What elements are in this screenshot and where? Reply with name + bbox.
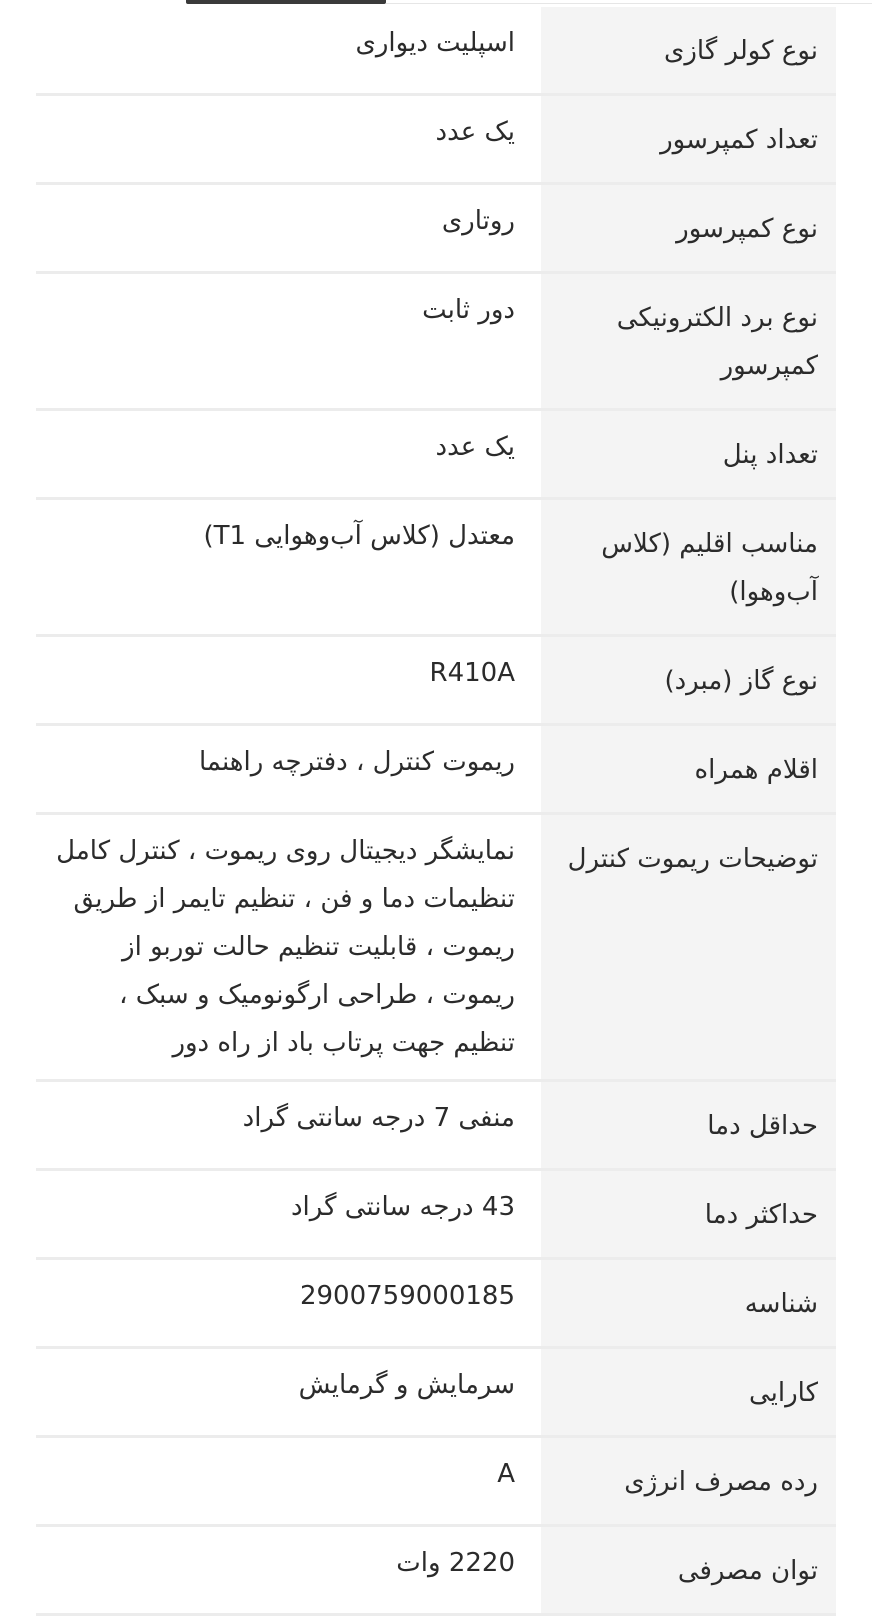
spec-key: رده مصرف انرژی [541,1438,836,1524]
spec-value: معتدل (کلاس آب‌وهوایی T1) [36,500,541,634]
spec-row-min-temp [36,1082,836,1171]
spec-value: 43 درجه سانتی گراد [36,1171,541,1257]
spec-row-identifier [36,1260,836,1349]
spec-key: تعداد کمپرسور [541,96,836,182]
spec-row-max-temp [36,1171,836,1260]
spec-value: دور ثابت [36,274,541,408]
spec-value: یک عدد [36,96,541,182]
spec-row-panel-count [36,411,836,500]
spec-key: نوع برد الکترونیکی کمپرسور [541,274,836,408]
spec-key: کارایی [541,1349,836,1435]
active-tab-indicator [186,0,386,4]
spec-value: اسپلیت دیواری [36,7,541,93]
top-bar [0,0,872,6]
spec-value: A [36,1438,541,1524]
spec-key: توان مصرفی [541,1527,836,1613]
spec-key: مناسب اقلیم (کلاس آب‌وهوا) [541,500,836,634]
spec-value: یک عدد [36,411,541,497]
spec-row-refrigerant [36,637,836,726]
spec-row-compressor-type [36,185,836,274]
spec-row-compressor-count [36,96,836,185]
spec-value: سرمایش و گرمایش [36,1349,541,1435]
spec-value: ریموت کنترل ، دفترچه راهنما [36,726,541,812]
spec-key: توضیحات ریموت کنترل [541,815,836,1079]
spec-value: 2900759000185 [36,1260,541,1346]
spec-row-function [36,1349,836,1438]
spec-row-accessories [36,726,836,815]
spec-key: حداکثر دما [541,1171,836,1257]
spec-key: نوع کولر گازی [541,7,836,93]
spec-key: نوع گاز (مبرد) [541,637,836,723]
spec-row-power-consumption [36,1527,836,1616]
spec-value: R410A [36,637,541,723]
spec-value: 2220 وات [36,1527,541,1613]
spec-row-energy-class [36,1438,836,1527]
spec-value: روتاری [36,185,541,271]
spec-key: نوع کمپرسور [541,185,836,271]
spec-row-ac-type [36,7,836,96]
top-divider [386,3,872,4]
spec-key: حداقل دما [541,1082,836,1168]
specifications-table [36,7,836,1616]
spec-key: شناسه [541,1260,836,1346]
spec-value: منفی 7 درجه سانتی گراد [36,1082,541,1168]
spec-key: تعداد پنل [541,411,836,497]
spec-row-climate-class [36,500,836,637]
spec-value: نمایشگر دیجیتال روی ریموت ، کنترل کامل تنظیمات دما و فن ، تنظیم تایمر از طریق ریموت ، قابلیت تنظیم حالت توربو از ریموت ، طراحی ارگونومیک و سبک ، تنظیم جهت پرتاب باد از راه دور [36,815,541,1079]
spec-row-remote-description [36,815,836,1082]
spec-row-compressor-board [36,274,836,411]
spec-key: اقلام همراه [541,726,836,812]
